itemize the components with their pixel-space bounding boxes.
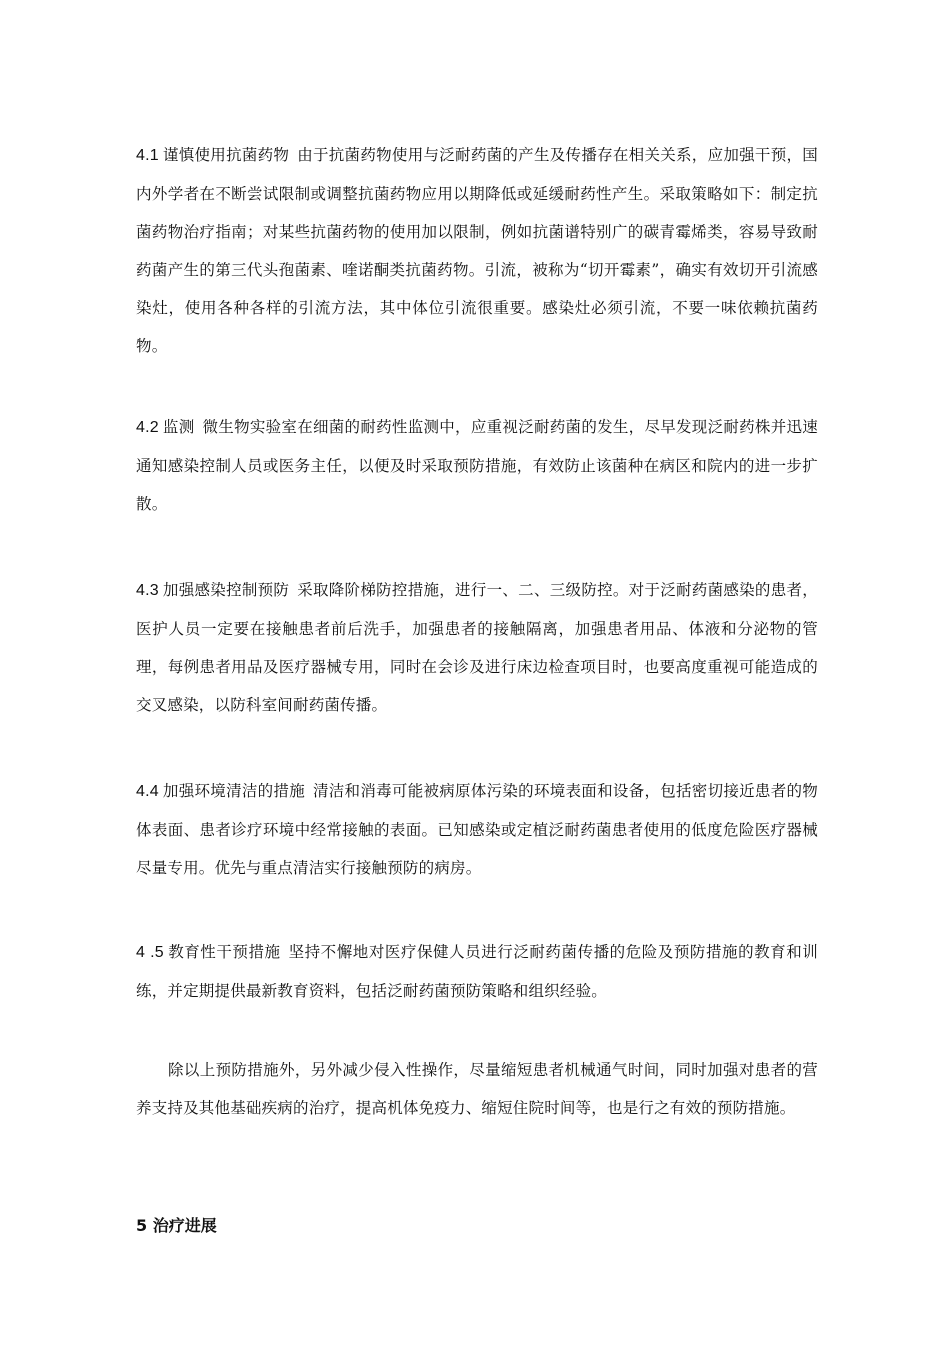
section-body: 采取降阶梯防控措施，进行一、二、三级防控。对于泛耐药菌感染的患者，医护人员一定要在接触患者前后洗手，加强患者的接触隔离，加强患者用品、体液和分泌物的管理，每例患者用品及医疗器械专用，同时在会诊及进行床边检查项目时，也要高度重视可能造成的交叉感染，以防科室间耐药菌传播。 [136, 581, 818, 714]
section-heading: 加强感染控制预防 [162, 581, 290, 599]
section-body: 坚持不懈地对医疗保健人员进行泛耐药菌传播的危险及预防措施的教育和训练，并定期提供最新教育资料，包括泛耐药菌预防策略和组织经验。 [136, 943, 818, 1000]
section-4-4 [136, 772, 818, 887]
section-heading: 加强环境清洁的措施 [162, 782, 305, 800]
section-heading: 教育性干预措施 [167, 943, 281, 961]
section-heading: 监测 [162, 418, 195, 436]
closing-paragraph: 除以上预防措施外，另外减少侵入性操作，尽量缩短患者机械通气时间，同时加强对患者的营养支持及其他基础疾病的治疗，提高机体免疫力、缩短住院时间等，也是行之有效的预防措施。 [136, 1061, 818, 1117]
section-number: 4.3 [136, 582, 159, 599]
section-4-2 [136, 408, 818, 523]
section-body: 微生物实验室在细菌的耐药性监测中，应重视泛耐药菌的发生，尽早发现泛耐药株并迅速通知感染控制人员或医务主任，以便及时采取预防措施，有效防止该菌种在病区和院内的进一步扩散。 [136, 418, 818, 513]
section-number: 4.1 [136, 147, 159, 164]
section-body: 清洁和消毒可能被病原体污染的环境表面和设备，包括密切接近患者的物体表面、患者诊疗环境中经常接触的表面。已知感染或定植泛耐药菌患者使用的低度危险医疗器械尽量专用。优先与重点清洁实行接触预防的病房。 [136, 782, 818, 877]
section-number: 4 .5 [136, 944, 164, 961]
section-4-5 [136, 933, 818, 1010]
section-4-1 [136, 136, 818, 365]
section-number: 4.4 [136, 783, 159, 800]
section-heading: 谨慎使用抗菌药物 [162, 146, 290, 164]
section-5-title: 5 治疗进展 [136, 1216, 217, 1235]
section-body: 由于抗菌药物使用与泛耐药菌的产生及传播存在相关关系，应加强干预，国内外学者在不断尝试限制或调整抗菌药物应用以期降低或延缓耐药性产生。采取策略如下：制定抗菌药物治疗指南；对某些抗菌药物的使用加以限制，例如抗菌谱特别广的碳青霉烯类，容易导致耐药菌产生的第三代头孢菌素、喹诺酮类抗菌药物。引流，被称为“切开霉素”，确实有效切开引流感染灶，使用各种各样的引流方法，其中体位引流很重要。感染灶必须引流，不要一味依赖抗菌药物。 [136, 146, 818, 355]
section-4-3 [136, 571, 818, 724]
section-number: 4.2 [136, 419, 159, 436]
